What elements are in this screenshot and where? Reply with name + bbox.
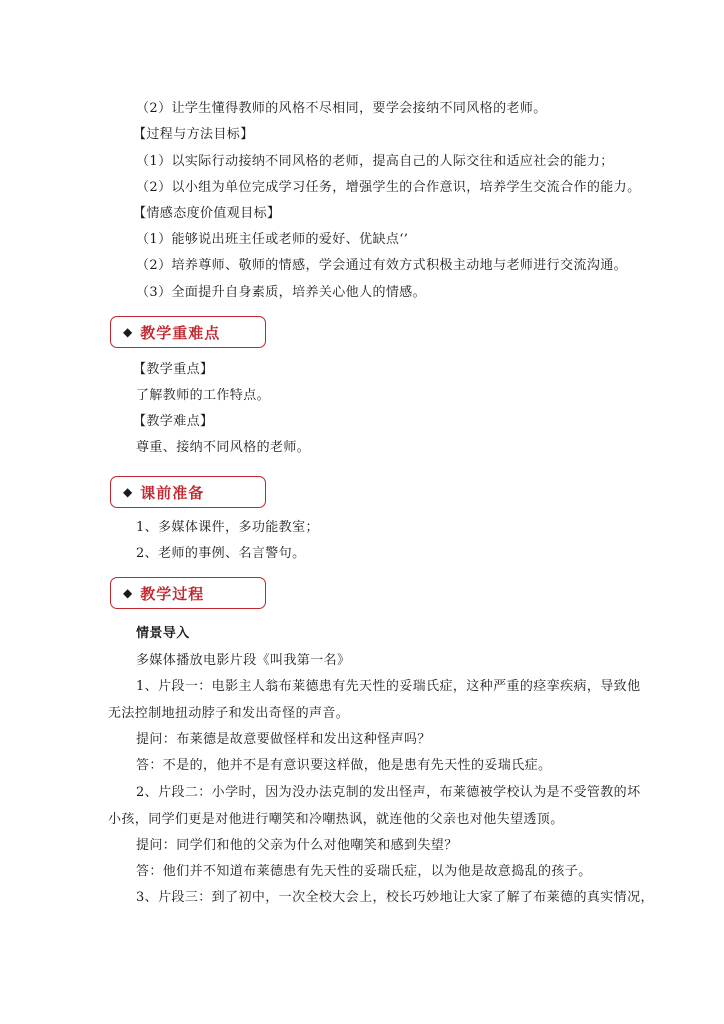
goal-knowledge-2: （2）让学生懂得教师的风格不尽相同，要学会接纳不同风格的老师。: [136, 101, 547, 116]
segment-1-line-1: 1、片段一：电影主人翁布莱德患有先天性的妥瑞氏症，这种严重的痉挛疾病，导致他: [136, 679, 641, 694]
answer-2: 答：他们并不知道布莱德患有先天性的妥瑞氏症，以为他是故意捣乱的孩子。: [136, 864, 592, 879]
segment-1-line-2: 无法控制地扭动脖子和发出奇怪的声音。: [108, 706, 350, 721]
intro-text: 多媒体播放电影片段《叫我第一名》: [136, 653, 351, 668]
question-2: 提问：同学们和他的父亲为什么对他嘲笑和感到失望？: [136, 838, 458, 853]
section-process-box: [110, 577, 266, 609]
process-goal-2: （2）以小组为单位完成学习任务，增强学生的合作意识，培养学生交流合作的能力。: [136, 180, 641, 195]
diamond-icon: ◆: [123, 325, 133, 339]
difficulty-header: 【教学难点】: [133, 414, 214, 429]
prep-item-1: 1、多媒体课件，多功能教室；: [136, 520, 319, 535]
diamond-icon: ◆: [123, 485, 133, 499]
section-prep-box: [110, 476, 266, 508]
emotion-goal-1: （1）能够说出班主任或老师的爱好、优缺点‘’: [136, 232, 409, 247]
focus-header: 【教学重点】: [133, 362, 214, 377]
emotion-goal-3: （3）全面提升自身素质，培养关心他人的情感。: [136, 285, 427, 300]
difficulty-text: 尊重、接纳不同风格的老师。: [136, 440, 311, 455]
answer-1: 答：不是的，他并不是有意识要这样做，他是患有先天性的妥瑞氏症。: [136, 758, 552, 773]
section-key-points-title: 教学重难点: [140, 323, 221, 342]
segment-3-line-1: 3、片段三：到了初中，一次全校大会上，校长巧妙地让大家了解了布莱德的真实情况，: [136, 890, 654, 905]
focus-text: 了解教师的工作特点。: [136, 388, 271, 403]
intro-header: 情景导入: [136, 626, 190, 641]
section-key-points-box: [110, 316, 266, 348]
section-prep-title: 课前准备: [140, 483, 205, 502]
process-goal-1: （1）以实际行动接纳不同风格的老师，提高自己的人际交往和适应社会的能力；: [136, 154, 614, 169]
question-1: 提问：布莱德是故意要做怪样和发出这种怪声吗？: [136, 732, 431, 747]
emotion-goal-2: （2）培养尊师、敬师的情感，学会通过有效方式积极主动地与老师进行交流沟通。: [136, 258, 628, 273]
process-goals-header: 【过程与方法目标】: [133, 127, 254, 142]
segment-2-line-2: 小孩，同学们更是对他进行嘲笑和冷嘲热讽，就连他的父亲也对他失望透顶。: [108, 812, 564, 827]
diamond-icon: ◆: [123, 586, 133, 600]
segment-2-line-1: 2、片段二：小学时，因为没办法克制的发出怪声，布莱德被学校认为是不受管教的坏: [136, 785, 641, 800]
emotion-goals-header: 【情感态度价值观目标】: [133, 206, 281, 221]
prep-item-2: 2、老师的事例、名言警句。: [136, 546, 306, 561]
section-process-title: 教学过程: [140, 584, 205, 603]
